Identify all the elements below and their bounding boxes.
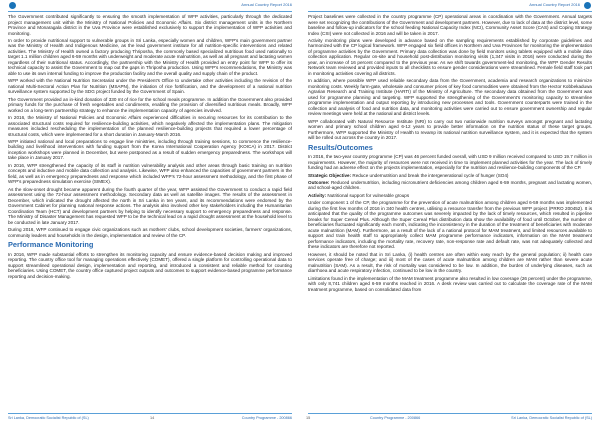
paragraph: In order to provide nutritional support to vulnerable groups in Sri Lanka, especially women and children, WFP's main government partner was the Ministry of Health and Indigenous Medicine, as the lead government institute for all nutrition-specific interventions and related activities. The Ministry of Health owned a factory producing Thriposha, the commonly based specialized nutritious food used nationally to target 1.1 million children aged 6-59 months with underweight and moderate acute malnutrition, as well as all pregnant and lactating women regardless of their nutritional status. Accordingly, the partnership with the Ministry of Health provided an entry point for WFP to offer its technical capacity to assist the Government to map out the gaps in Thriposha production. Using WFP's recommendations, the Ministry was able to use its own internal funding to improve the production facility and the overall quality and supply chain of the product. [8, 37, 292, 76]
paragraph: As the slow-onset drought became apparent during the fourth quarter of the year, WFP assisted the Government to conduct a rapid field assessment using the 72-hour assessment methodology. Secondary data as well as satellite images. The results of the assessment in December, which indicated the drought affected the north in Sri Lanka in ten years, and its recommendations were endorsed by the Government Cabinet for planning national response actions. The analysis also involved other key stakeholders including the Humanitarian Coordination Team (HCT) and development partners by helping to identify necessary support to emergency preparedness and response. The Ministry of Disaster Management has requested WFP to be the technical lead on a rapid drought assessment at the household level to be conducted in late January 2017. [8, 186, 292, 225]
footer-section: Country Programme - 200866 [241, 416, 292, 420]
paragraph: During 2016, WFP continued to engage civic organizations such as mothers' clubs, school development societies, farmers' organizations, community leaders and households in the design, implementation and review of the CP. [8, 227, 292, 238]
running-title: Annual Country Report 2016 [529, 2, 580, 7]
paragraph: Project baselines were collected in the country programme (CP) operational areas in coordination with the Government. Annual targets were set recognizing the contributions of the Government and development partners. However, due to lack of data at the district level, some baseline and follow-up indicators for the school feeding National Capacity Index (NCI), Community Asset Score (CAS) and Coping Strategy Index (CSI) were not collected in 2016 and will be taken in 2017. [308, 14, 592, 36]
line-text: Reduced undernutrition, including micronutrient deficiencies among children aged 6-59 months, pregnant and lactating women, and school-aged children. [308, 179, 592, 191]
page-footer [0, 413, 300, 424]
paragraph: The Government provided an in-kind donation of 330 mt of rice for the school meals programme. In addition the Government also provided primary funds for the purchase of fresh vegetables and condiments, enabling the provision of diversified nutritious meals. Broadly, WFP worked on a long-term partnership strategy to enhance the implementation capacity of agencies involved. [8, 96, 292, 113]
footer-section: Country Programme - 200866 [370, 416, 421, 420]
page-body [8, 14, 292, 412]
paragraph: WFP initiated national and local preparations to engage line ministries, including through training sessions, to commence the resilience-building and livelihood interventions with funding support from the Korea International Cooperation Agency (KOICA) in 2017. District inception workshops were planned in December, but were postponed as a result of sudden emergency preparedness. The workshops will take place in January 2017. [8, 138, 292, 161]
paragraph: In 2016, WFP made substantial efforts to strengthen its monitoring capacity and ensure evidence-based decision making and improved reporting. The country office tool for managing operations effectively (COMET), offered a single platform for controlling operational data to support streamlined operational design, implementation and reporting, and introduced a consistent and reliable method for counting beneficiaries. Using COMET, the country office captured project outputs and outcomes to support evidence-based programme performance reporting and decision-making. [8, 251, 292, 279]
header-rule [8, 11, 292, 12]
paragraph: The Government contributed significantly to ensuring the smooth implementation of WFP activities, particularly through the dedicated project management unit within the Ministry of National Policies and Economic Affairs. Six district management units in the Northern Province and Monaragala district in the Uva Province were established exclusively to support the implementation of WFP activities and monitoring. [8, 14, 292, 36]
labelled-line [308, 180, 592, 191]
labelled-line [308, 193, 592, 199]
page-number: 14 [150, 416, 155, 420]
footer-org: Sri Lanka, Democratic Socialist Republic of (SL) [511, 416, 592, 420]
wfp-logo-icon [584, 2, 591, 9]
paragraph: In addition, where possible WFP used reliable secondary data from the Government, academia and research organizations to minimize monitoring costs. Weekly farm-gate, wholesale and consumer prices of key food commodities were obtained from the Hector Kobbekaduwa Agrarian Research and Training Institute (HARTI) of the Ministry of Agriculture. The secondary data obtained from the Government was used for programme planning and targeting. WFP supported the strengthening of the Government's monitoring capacity to streamline programme implementation and output reporting by introducing new processes and tools. Government counterparts were trained in the collection and analysis of food and nutrition data, and monitoring activities were carried out to ensure government ownership and regular review meetings were held at the national and district levels. [308, 78, 592, 117]
paragraph: In 2016, the Ministry of National Policies and Economic Affairs experienced difficulties in securing resources for its contribution to the associated structural costs required for resilience-building activities, which negatively affected the implementation plans. The mitigation measures included rescheduling the implementation of the planned resilience-building projects that required a lower percentage of structural costs, which were implemented for a short duration in January-March 2016. [8, 115, 292, 137]
footer-org: Sri Lanka, Democratic Socialist Republic of (SL) [8, 416, 89, 420]
line-label: Outcome: [308, 179, 330, 185]
footer-rule [8, 413, 292, 414]
running-title: Annual Country Report 2016 [241, 2, 292, 7]
labelled-line [308, 173, 592, 179]
paragraph: Limitations found in the implementation of the MAM treatment programme also resulted in low coverage (26 percent) under the programme, with only 8,741 children aged 6-59 months reached in 2016. A desk review was carried out to calculate the coverage rate of the MAM treatment programme, based on consolidated data from [308, 275, 592, 292]
line-text: Nutritional support for vulnerable groups [326, 192, 410, 198]
paragraph: Activity monitoring plans were developed in advance based on the sampling requirements established by corporate guidelines and harmonized with the CP logical framework. WFP engaged six field offices in Northern and Uva Provinces for monitoring the implementation of programme activities by the Government. Primary data collection was done by field monitors using tablets equipped with a mobile data collection application. Regular on-site and household post-distribution monitoring visits (1,347 visits in 2016) were conducted during the year, an increase of 16 percent compared to the previous year. As we shift towards government-led monitoring, the WFP Gender Results Network team reviewed and provided inputs to all checklists to ensure gender considerations were streamlined. Female field staff took part in monitoring activities covering all districts. [308, 37, 592, 76]
wfp-logo-icon [9, 2, 16, 9]
line-label: Activity: [308, 192, 327, 198]
page-body [308, 14, 592, 412]
section-title-performance-monitoring: Performance Monitoring [8, 240, 94, 250]
page-header [0, 0, 300, 12]
page-number: 15 [306, 416, 311, 420]
page-footer [300, 413, 600, 424]
paragraph: Under component 1 of the CP, the programme for the prevention of acute malnutrition among children aged 6-59 months was implemented during the first few months of 2016 in 340 health centres, utilising a resource transfer from the previous WFP project (PRRO 200452). It is anticipated that the quality of the programme outcomes was severely impacted by the lack of timely resources, which resulted in pipeline breaks for Super Cereal Plus. Although the Super Cereal Plus distribution data show the availability of food until October, the number of beneficiaries fluctuated significantly each month, indicating the inconsistency in the duration of the treatment of beneficiaries with moderate acute malnutrition (MAM). Furthermore, as a result of the lack of a national protocol for MAM treatment, and limited resources available to support and train health staff to appropriately collect MAM programme performance indicators, information on the MAM treatment performance indicators, including the mortality rate, recovery rate, non-response rate and default rate, was not adequately collected and these indicators are therefore not reported. [308, 200, 592, 250]
paragraph: In 2016, the two-year country programme (CP) was 46 percent funded overall, with USD 9 million received compared to USD 19.7 million in requirements. However, the majority of resources were not received in time to implement planned activities for the year. The lack of timely funding had an adverse effect on the projects implementation, especially for the nutrition and resilience-building components of the CP. [308, 154, 592, 171]
line-text: Reduce undernutrition and break the intergenerational cycle of hunger (SO4) [351, 172, 509, 178]
paragraph: In 2016, WFP strengthened the capacity of its staff in nutrition vulnerability analysis and other areas through basic training on nutrition concepts and inductive and mobile data collection and analysis. Likewise, WFP also enhanced the capacities of government partners in the field, as well as in emergency preparedness and response which included WFP's 72-hour assessment methodology, and the first phase of WFP's preparedness simulation exercise (SIMEX). [8, 162, 292, 185]
right-page [300, 0, 600, 424]
page-header [300, 0, 600, 12]
section-title-results-outcomes: Results/Outcomes [308, 142, 373, 152]
paragraph: WFP worked with the National Nutrition Secretariat under the President's Office to undertake other activities including the revision of the national Multi-Sectoral Action Plan for Nutrition (MSAPN), the initiation of rice fortification, and the development of a national nutrition surveillance system supported by the SDG project funded by the Government of Spain. [8, 78, 292, 95]
line-label: Strategic Objective: [308, 172, 352, 178]
header-rule [308, 11, 592, 12]
paragraph: However, it should be noted that in Sri Lanka, (i) health centres are often within easy reach by the general population; ii) health care services operate free of charge; and iii) most of the cases of acute malnutrition among children are MAM rather than severe acute malnutrition (SAM). As a result, the risk of mortality was considered to be low. In addition, the burden of underlying diseases, such as diarrhoea and acute respiratory infection, continued to be low in the country. [308, 251, 592, 274]
paragraph: WFP collaborated with Natural Resource Institute (NRI) to carry out two nationwide nutrition surveys amongst pregnant and lactating women and primary school children aged 6-12 years to provide better information on the nutrition status of these target groups. Furthermore, WFP supported the Ministry of Health to revamp its national nutrition surveillance system, and it is expected that the system will be rolled out across the country in 2017. [308, 118, 592, 141]
footer-rule [308, 413, 592, 414]
